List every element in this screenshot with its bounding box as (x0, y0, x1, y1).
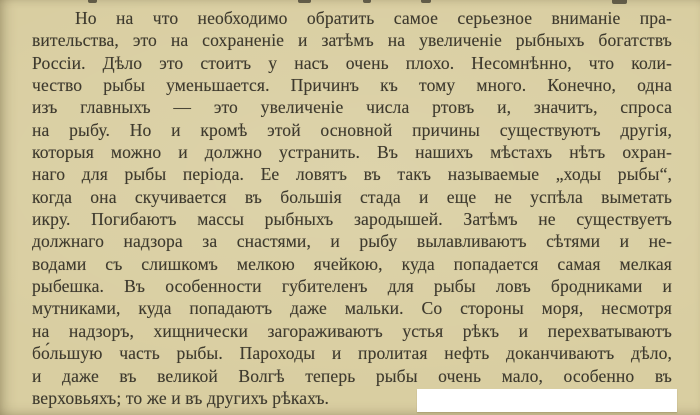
text-line: наго для рыбы періода. Ее ловятъ въ такъ называемые „ходы рыбы“, (32, 164, 672, 185)
text-line: бо́льшую часть рыбы. Пароходы и пролитая нефть доканчиваютъ дѣло, (32, 343, 672, 364)
text-line: на надзоръ, хищнически загораживаютъ устья рѣкъ и перехватываютъ (32, 320, 672, 341)
previous-line-remnant (298, 0, 311, 3)
paragraph (32, 7, 672, 409)
text-line: когда она скучивается въ большія стада и еще не успѣла выметать (32, 186, 672, 207)
previous-line-remnant (612, 0, 627, 4)
text-line: мутниками, куда попадаютъ даже мальки. Со стороны моря, несмотря (32, 298, 672, 319)
text-line: Россіи. Дѣло это стоитъ у насъ очень плохо. Несомнѣнно, что коли- (32, 52, 672, 73)
previous-line-remnant (363, 0, 371, 3)
text-line: Но на что необходимо обратить самое серьезное вниманіе пра- (75, 8, 672, 28)
text-line: верховьяхъ; то же и въ другихъ рѣкахъ. (32, 387, 330, 408)
previous-line-remnant (88, 0, 97, 3)
text-line: и даже въ великой Волгѣ теперь рыбы очень мало, особенно въ (32, 365, 672, 386)
text-line: вительства, это на сохраненіе и затѣмъ на увеличеніе рыбныхъ богатствъ (32, 30, 672, 51)
text-line: икру. Погибаютъ массы рыбныхъ зародышей. Затѣмъ не существуетъ (32, 209, 672, 230)
text-line: чество рыбы уменьшается. Причинъ къ тому много. Конечно, одна (32, 75, 672, 96)
text-line: на рыбу. Но и кромѣ этой основной причины существуютъ другія, (32, 119, 672, 140)
text-line: изъ главныхъ — это увеличеніе числа ртовъ и, значитъ, спроса (32, 97, 672, 118)
text-line: должнаго надзора за снастями, и рыбу вылавливаютъ сѣтями и не- (32, 231, 672, 252)
previous-line-remnant (421, 0, 431, 3)
text-line: рыбешка. Въ особенности губителенъ для рыбы ловъ бродниками и (32, 276, 672, 297)
redaction-white-box (417, 389, 677, 412)
text-line: которыя можно и должно устранить. Въ нашихъ мѣстахъ нѣтъ охран- (32, 142, 672, 163)
text-line: водами съ слишкомъ мелкою ячейкою, куда попадается самая мелкая (32, 253, 672, 274)
